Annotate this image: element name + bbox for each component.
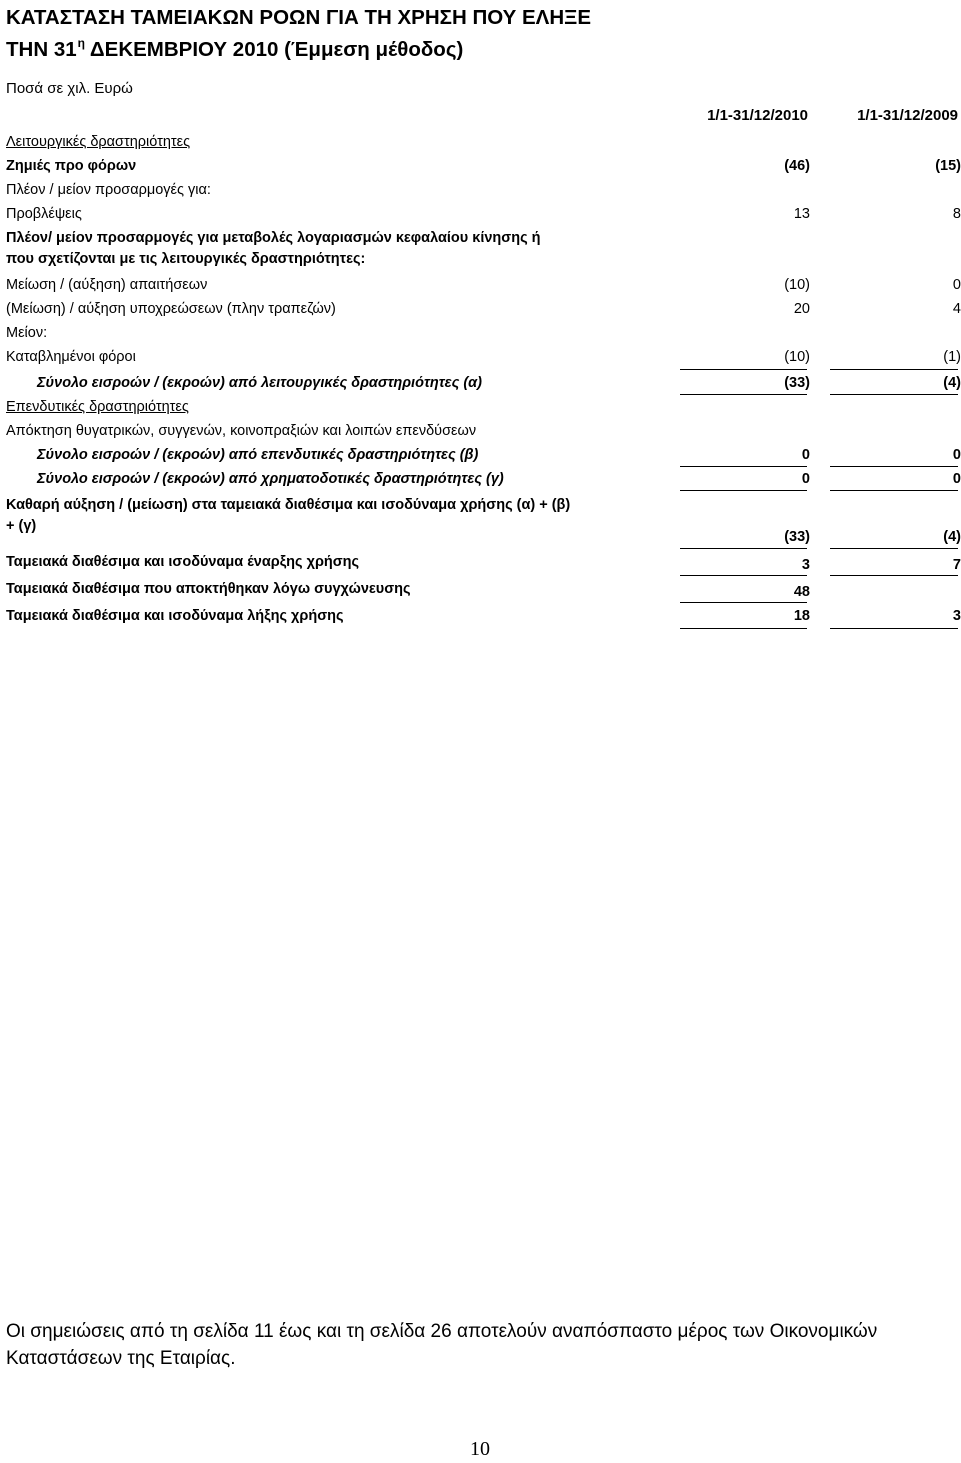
total-rule xyxy=(830,548,958,549)
subtotal-rule xyxy=(830,369,958,370)
column-header-2009: 1/1-31/12/2009 xyxy=(857,107,958,124)
units-label: Ποσά σε χιλ. Ευρώ xyxy=(6,80,133,97)
row-cash-beginning: Ταμειακά διαθέσιμα και ισοδύναμα έναρξης χρήσης 3 7 xyxy=(6,554,961,573)
row-cash-ending: Ταμειακά διαθέσιμα και ισοδύναμα λήξης χρήσης 18 3 xyxy=(6,608,961,624)
row-loss-before-tax: Ζημιές προ φόρων (46) (15) xyxy=(6,158,961,174)
total-rule xyxy=(680,490,807,491)
statement-title-line2: ΤΗΝ $31^\eta$ ΔΕΚΕΜΒΡΙΟΥ 2010 (Έμμεση μέθοδος) xyxy=(6,36,464,61)
total-rule xyxy=(830,394,958,395)
total-rule xyxy=(680,466,807,467)
statement-title-line1: ΚΑΤΑΣΤΑΣΗ ΤΑΜΕΙΑΚΩΝ ΡΟΩΝ ΓΙΑ ΤΗ ΧΡΗΣΗ ΠΟΥ ΕΛΗΞΕ xyxy=(6,6,592,29)
row-total-operating: Σύνολο εισροών / (εκροών) από λειτουργικές δραστηριότητες (α) (33) (4) xyxy=(37,375,961,391)
total-rule xyxy=(680,394,807,395)
row-cash-acquired-merger: Ταμειακά διαθέσιμα που αποκτήθηκαν λόγω συγχώνευσης 48 xyxy=(6,581,810,600)
row-taxes-paid: Καταβλημένοι φόροι (10) (1) xyxy=(6,349,961,365)
footer-note: Οι σημειώσεις από τη σελίδα 11 έως και τη σελίδα 26 αποτελούν αναπόσπαστο μέρος των Οικονομικών Καταστάσεων της Εταιρίας. xyxy=(6,1321,878,1369)
row-receivables: Μείωση / (αύξηση) απαιτήσεων (10) 0 xyxy=(6,277,961,293)
row-provisions: Προβλέψεις 13 8 xyxy=(6,206,961,222)
subtotal-rule xyxy=(680,369,807,370)
row-total-investing: Σύνολο εισροών / (εκροών) από επενδυτικές δραστηριότητες (β) 0 0 xyxy=(37,447,961,463)
total-rule xyxy=(830,466,958,467)
page-number: 10 xyxy=(470,1438,490,1460)
row-net-change-line2: + (γ) (33) (4) xyxy=(6,518,961,545)
total-rule xyxy=(830,575,958,576)
final-rule xyxy=(830,628,958,629)
total-rule xyxy=(680,548,807,549)
column-header-2010: 1/1-31/12/2010 xyxy=(707,107,808,124)
total-rule xyxy=(830,490,958,491)
row-payables: (Μείωση) / αύξηση υποχρεώσεων (πλην τραπεζών) 20 4 xyxy=(6,301,961,317)
final-rule xyxy=(680,628,807,629)
row-total-financing: Σύνολο εισροών / (εκροών) από χρηματοδοτικές δραστηριότητες (γ) 0 0 xyxy=(37,471,961,487)
total-rule xyxy=(680,602,807,603)
total-rule xyxy=(680,575,807,576)
